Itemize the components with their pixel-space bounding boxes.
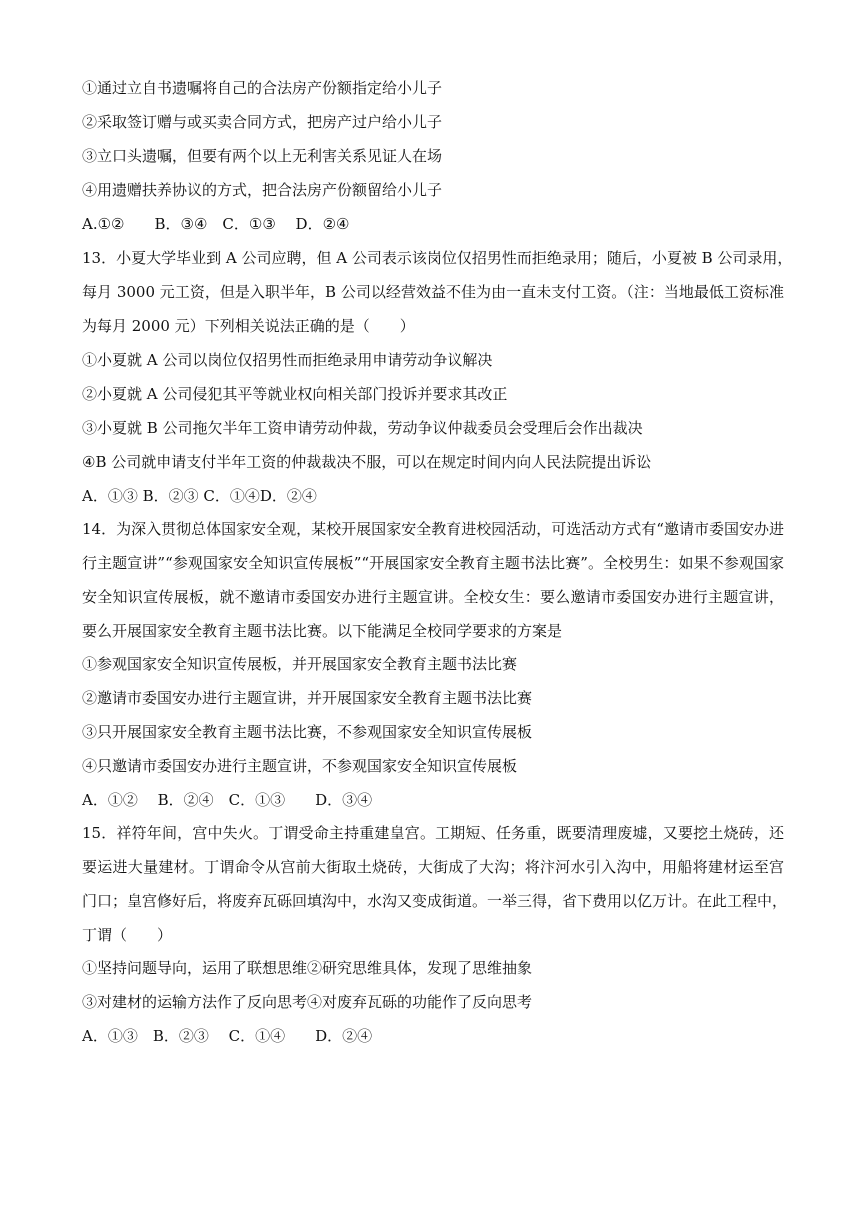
q13-stem-line-2: 每月 3000 元工资，但是入职半年，B 公司以经营效益不佳为由一直未支付工资。（注：当地最低工资标准: [82, 283, 784, 301]
q15-option-1: ①坚持问题导向，运用了联想思维②研究思维具体，发现了思维抽象: [82, 959, 533, 977]
q15-stem-line-4: 丁谓（ ）: [82, 926, 173, 944]
q14-stem-line-1: 14．为深入贯彻总体国家安全观，某校开展国家安全教育进校园活动，可选活动方式有“邀请市委国安办进: [82, 520, 784, 538]
q12-option-2: ②采取签订赠与或买卖合同方式，把房产过户给小儿子: [82, 113, 443, 131]
q14-stem-line-2: 行主题宣讲”“参观国家安全知识宣传展板”“开展国家安全教育主题书法比赛”。全校男生：如果不参观国家: [82, 554, 784, 572]
q15-option-2: ③对建材的运输方法作了反向思考④对废弃瓦砾的功能作了反向思考: [82, 993, 533, 1011]
q13-stem-line-1: 13．小夏大学毕业到 A 公司应聘，但 A 公司表示该岗位仅招男性而拒绝录用；随后，小夏被 B 公司录用，: [82, 249, 793, 267]
q13-option-4: ④B 公司就申请支付半年工资的仲裁裁决不服，可以在规定时间内向人民法院提出诉讼: [82, 453, 652, 471]
q15-answers: A．①③ B．②③ C．①④ D．②④: [82, 1027, 373, 1045]
q15-stem-line-1: 15．祥符年间，宫中失火。丁谓受命主持重建皇宫。工期短、任务重，既要清理废墟，又要挖土烧砖，还: [82, 824, 784, 842]
q14-option-4: ④只邀请市委国安办进行主题宣讲，不参观国家安全知识宣传展板: [82, 757, 518, 775]
q14-answers: A．①② B．②④ C．①③ D．③④: [82, 791, 373, 809]
q15-stem-line-3: 门口；皇宫修好后，将废弃瓦砾回填沟中，水沟又变成街道。一举三得，省下费用以亿万计。在此工程中，: [82, 892, 788, 910]
q14-option-2: ②邀请市委国安办进行主题宣讲，并开展国家安全教育主题书法比赛: [82, 689, 533, 707]
q14-stem-line-3: 安全知识宣传展板，就不邀请市委国安办进行主题宣讲。全校女生：要么邀请市委国安办进行主题宣讲，: [82, 588, 784, 606]
q13-option-3: ③小夏就 B 公司拖欠半年工资申请劳动仲裁，劳动争议仲裁委员会受理后会作出裁决: [82, 419, 643, 437]
q14-option-3: ③只开展国家安全教育主题书法比赛，不参观国家安全知识宣传展板: [82, 723, 533, 741]
q12-option-1: ①通过立自书遗嘱将自己的合法房产份额指定给小儿子: [82, 79, 443, 97]
q12-option-3: ③立口头遗嘱，但要有两个以上无利害关系见证人在场: [82, 147, 443, 165]
q13-option-2: ②小夏就 A 公司侵犯其平等就业权向相关部门投诉并要求其改正: [82, 385, 508, 403]
q13-option-1: ①小夏就 A 公司以岗位仅招男性而拒绝录用申请劳动争议解决: [82, 351, 493, 369]
q14-option-1: ①参观国家安全知识宣传展板，并开展国家安全教育主题书法比赛: [82, 655, 518, 673]
q12-option-4: ④用遗赠扶养协议的方式，把合法房产份额留给小儿子: [82, 181, 443, 199]
q12-answers: A.①② B．③④ C．①③ D．②④: [82, 215, 350, 233]
q14-stem-line-4: 要么开展国家安全教育主题书法比赛。以下能满足全校同学要求的方案是: [82, 622, 563, 640]
q13-answers: A．①③ B．②③ C．①④D．②④: [82, 487, 317, 505]
q13-stem-line-3: 为每月 2000 元）下列相关说法正确的是（ ）: [82, 317, 415, 335]
q15-stem-line-2: 要运进大量建材。丁谓命令从宫前大街取土烧砖，大街成了大沟；将汴河水引入沟中，用船将建材运至宫: [82, 858, 784, 876]
